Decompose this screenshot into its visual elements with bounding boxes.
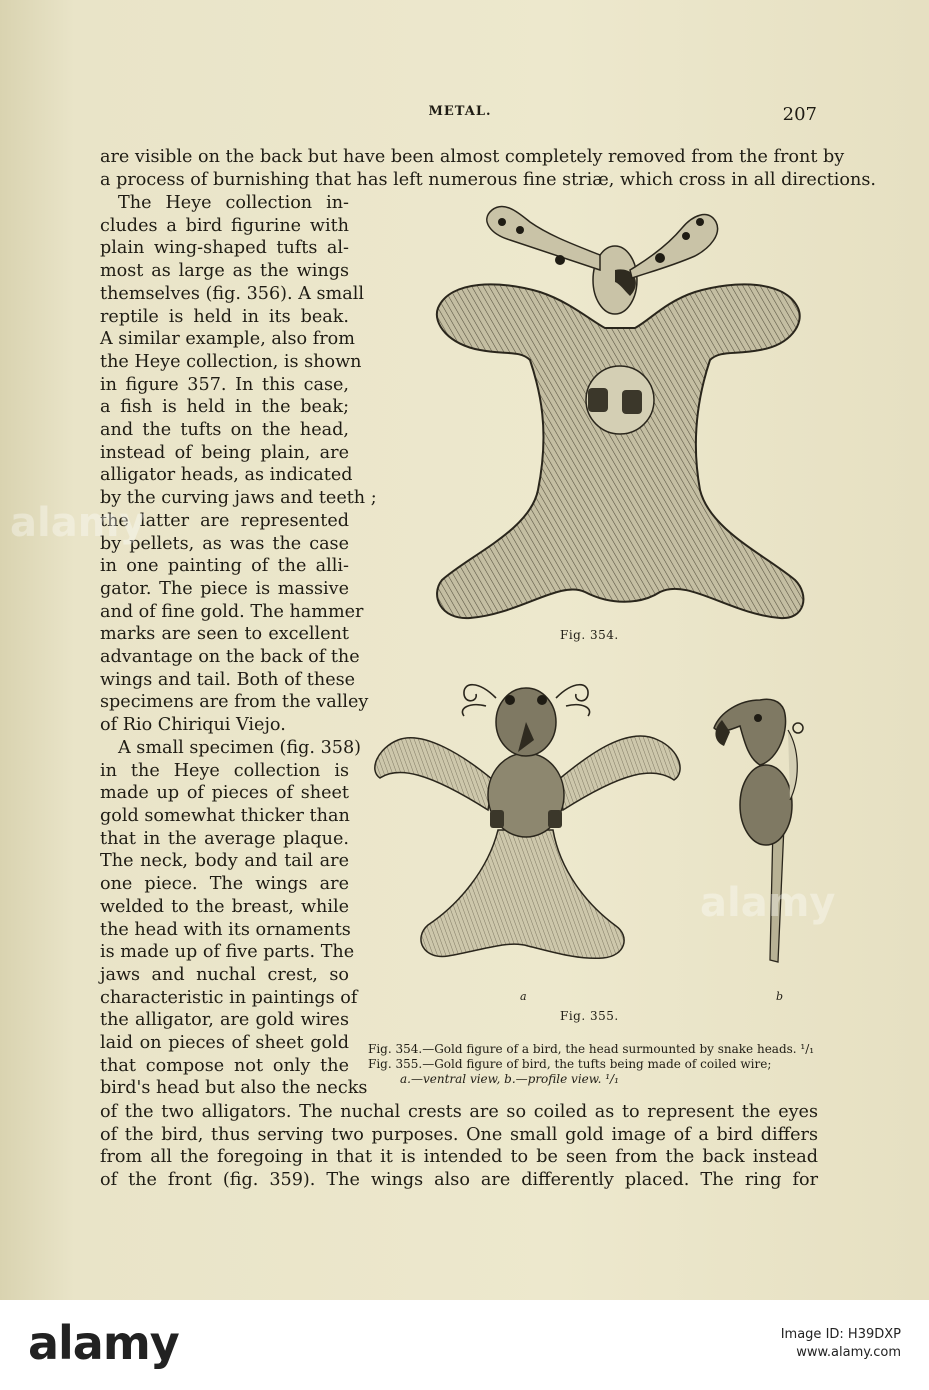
reptile-claw: [588, 388, 608, 412]
claw: [548, 810, 562, 828]
text-line: that in the average plaque.: [100, 828, 349, 849]
caption-line: Fig. 355.—Gold figure of bird, the tufts being made of coiled wire;: [368, 1057, 772, 1071]
text-line: the Heye collection, is shown: [100, 351, 362, 372]
snake-eye: [682, 232, 690, 240]
watermark-text: alamy: [700, 880, 836, 926]
fig-354-label: Fig. 354.: [560, 628, 619, 642]
text-line: one piece. The wings are: [100, 874, 349, 895]
footer-info: [781, 1326, 901, 1362]
pellet: [655, 253, 665, 263]
text-line: instead of being plain, are: [100, 442, 349, 463]
text-line: are visible on the back but have been almost completely removed from the front by: [100, 147, 845, 167]
left-wing: [375, 738, 493, 810]
text-line: of the front (fig. 359). The wings also are differently placed. The ring for: [100, 1170, 818, 1191]
text-line: alligator heads, as indicated: [100, 465, 353, 486]
reptile-claw: [622, 390, 642, 414]
figure-captions: [368, 1042, 818, 1087]
fig-355-b-label: b: [776, 990, 784, 1003]
ring-loop: [793, 723, 803, 733]
text-line: jaws and nuchal crest, so: [100, 964, 349, 985]
figure-355a-illustration: [368, 660, 688, 980]
text-line: A similar example, also from: [100, 329, 355, 350]
page-number: 207: [782, 104, 817, 125]
text-line: A small specimen (fig. 358): [118, 737, 362, 758]
text-line: in the Heye collection is: [100, 760, 349, 781]
snake-head-right: [630, 215, 718, 278]
text-line: plain wing-shaped tufts al-: [100, 238, 349, 259]
text-line: bird's head but also the necks: [100, 1078, 368, 1099]
watermark-text: alamy: [10, 500, 146, 546]
text-line: by pellets, as was the case: [100, 533, 349, 554]
alamy-logo: alamy: [28, 1316, 179, 1370]
text-line: laid on pieces of sheet gold: [100, 1033, 349, 1054]
text-line: and of fine gold. The hammer: [100, 601, 364, 622]
text-line: welded to the breast, while: [100, 896, 349, 917]
running-head: METAL.: [428, 104, 492, 119]
text-line: gator. The piece is massive: [100, 578, 349, 599]
text-line: most as large as the wings: [100, 261, 349, 282]
text-line: the alligator, are gold wires: [100, 1010, 349, 1031]
snake-eye: [498, 218, 506, 226]
text-line: and the tufts on the head,: [100, 420, 349, 441]
caption-line: a.—ventral view, b.—profile view. ¹/₁: [400, 1072, 619, 1086]
snake-head-left: [487, 207, 600, 270]
text-line: is made up of five parts. The: [100, 942, 355, 963]
caption-line: Fig. 354.—Gold figure of a bird, the head surmounted by snake heads. ¹/₁: [368, 1042, 815, 1056]
text-line: wings and tail. Both of these: [100, 669, 356, 690]
left-column-text: [100, 192, 377, 1100]
figure-354-illustration: [410, 200, 810, 630]
body-profile: [740, 765, 792, 845]
text-line: in one painting of the alli-: [100, 556, 349, 577]
snake-eye: [696, 218, 704, 226]
page-header: [0, 104, 929, 128]
stock-footer: [0, 1300, 929, 1390]
text-line: in figure 357. In this case,: [100, 374, 349, 395]
right-wing: [558, 736, 680, 810]
text-line: gold somewhat thicker than: [100, 805, 350, 826]
text-line: from all the foregoing in that it is intended to be seen from the back instead: [100, 1147, 818, 1168]
text-line: of the two alligators. The nuchal crests are so coiled as to represent the eyes: [100, 1102, 818, 1122]
text-line: marks are seen to excellent: [100, 624, 349, 645]
text-line: the latter are represented: [100, 510, 349, 531]
text-line: characteristic in paintings of: [100, 987, 358, 1008]
text-line: a fish is held in the beak;: [100, 397, 349, 418]
site-url: www.alamy.com: [796, 1345, 901, 1360]
eye: [754, 714, 762, 722]
text-line: by the curving jaws and teeth ;: [100, 488, 377, 509]
text-line: made up of pieces of sheet: [100, 783, 349, 804]
text-line: The Heye collection in-: [118, 193, 349, 213]
top-paragraph: [100, 146, 876, 191]
text-line: specimens are from the valley: [100, 692, 369, 713]
text-line: the head with its ornaments: [100, 919, 351, 940]
bird-body-shape: [437, 284, 804, 618]
text-line: that compose not only the: [100, 1055, 349, 1076]
image-id: Image ID: H39DXP: [780, 1327, 901, 1342]
text-line: of Rio Chiriqui Viejo.: [100, 715, 286, 736]
bottom-paragraph: [100, 1101, 818, 1192]
fig-355-label: Fig. 355.: [560, 1009, 619, 1023]
text-line: reptile is held in its beak.: [100, 306, 349, 327]
snake-eye: [516, 226, 524, 234]
tail: [421, 830, 624, 958]
text-line: themselves (fig. 356). A small: [100, 283, 364, 304]
text-line: advantage on the back of the: [100, 647, 360, 668]
text-line: The neck, body and tail are: [100, 851, 349, 872]
pellet: [555, 255, 565, 265]
text-line: a process of burnishing that has left numerous fine striæ, which cross in all directions.: [100, 169, 876, 190]
text-line: of the bird, thus serving two purposes. One small gold image of a bird differs: [100, 1124, 818, 1145]
text-line: cludes a bird figurine with: [100, 215, 349, 236]
fig-355-a-label: a: [520, 990, 527, 1003]
eye: [505, 695, 515, 705]
claw: [490, 810, 504, 828]
eye: [537, 695, 547, 705]
